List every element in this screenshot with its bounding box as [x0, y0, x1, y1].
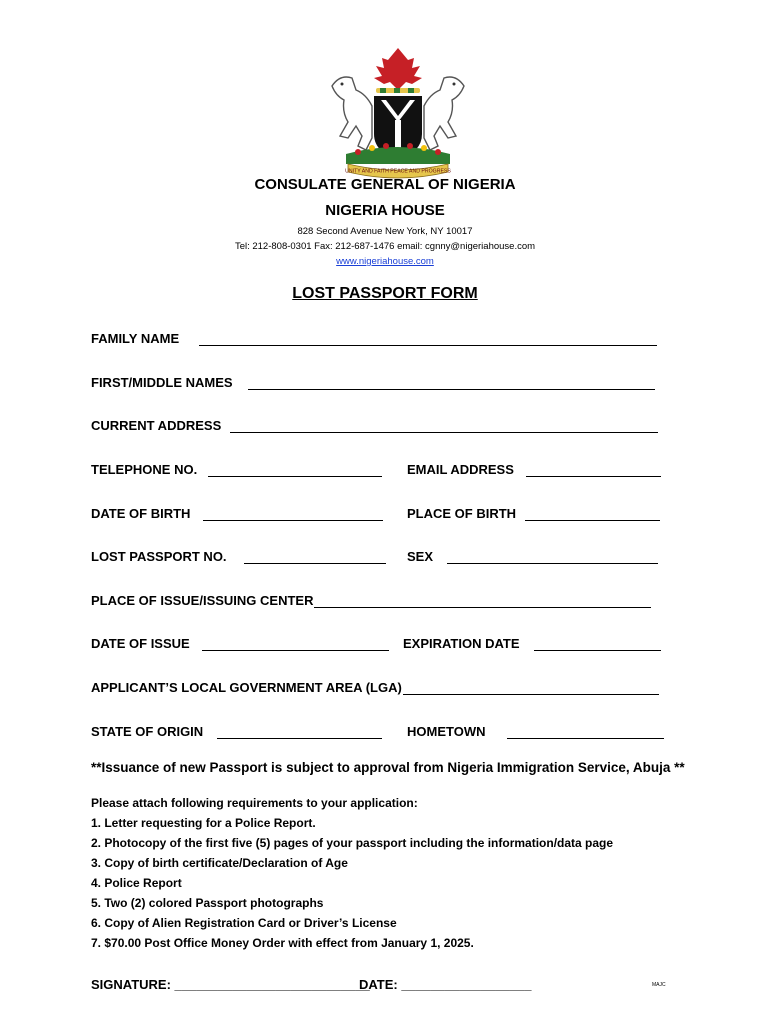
lost-passport-no-label: LOST PASSPORT NO.: [91, 549, 227, 564]
coat-of-arms-icon: [318, 42, 478, 180]
date-of-issue-label: DATE OF ISSUE: [91, 636, 190, 651]
sex-field[interactable]: [447, 563, 658, 564]
nigeria-house-heading: NIGERIA HOUSE: [325, 202, 445, 219]
place-of-issue-field[interactable]: [314, 607, 651, 608]
consulate-heading: CONSULATE GENERAL OF NIGERIA: [254, 176, 516, 193]
family-name-label: FAMILY NAME: [91, 331, 180, 346]
hometown-label: HOMETOWN: [407, 724, 486, 739]
email-field[interactable]: [526, 476, 661, 477]
state-of-origin-field[interactable]: [217, 738, 382, 739]
requirement-item: 5. Two (2) colored Passport photographs: [91, 896, 324, 910]
requirement-item: 7. $70.00 Post Office Money Order with effect from January 1, 2025.: [91, 936, 474, 950]
first-middle-names-field[interactable]: [248, 389, 655, 390]
hometown-field[interactable]: [507, 738, 664, 739]
current-address-field[interactable]: [230, 432, 658, 433]
place-of-birth-field[interactable]: [525, 520, 660, 521]
requirement-item: 2. Photocopy of the first five (5) pages of your passport including the information/data page: [91, 836, 614, 850]
requirement-item: 6. Copy of Alien Registration Card or Driver’s License: [91, 916, 397, 930]
requirements-intro: Please attach following requirements to your application:: [91, 796, 418, 810]
requirement-item: 4. Police Report: [91, 876, 182, 890]
approval-notice: **Issuance of new Passport is subject to approval from Nigeria Immigration Service, Abuja **: [91, 760, 685, 775]
contact-line: Tel: 212-808-0301 Fax: 212-687-1476 email: cgnny@nigeriahouse.com: [234, 241, 536, 252]
requirement-item: 3. Copy of birth certificate/Declaration of Age: [91, 856, 348, 870]
expiration-date-field[interactable]: [534, 650, 661, 651]
signature-field[interactable]: SIGNATURE: ___________________________: [91, 977, 370, 992]
family-name-field[interactable]: [199, 345, 657, 346]
requirement-item: 1. Letter requesting for a Police Report.: [91, 816, 316, 830]
date-of-birth-field[interactable]: [203, 520, 383, 521]
form-title: LOST PASSPORT FORM: [292, 285, 478, 302]
place-of-birth-label: PLACE OF BIRTH: [407, 506, 517, 521]
telephone-field[interactable]: [208, 476, 382, 477]
lost-passport-no-field[interactable]: [244, 563, 386, 564]
sex-label: SEX: [407, 549, 434, 564]
telephone-label: TELEPHONE NO.: [91, 462, 198, 477]
address-line: 828 Second Avenue New York, NY 10017: [297, 226, 473, 237]
date-of-birth-label: DATE OF BIRTH: [91, 506, 191, 521]
email-label: EMAIL ADDRESS: [407, 462, 514, 477]
crest-motto: UNITY AND FAITH PEACE AND PROGRESS: [345, 168, 451, 175]
expiration-date-label: EXPIRATION DATE: [403, 636, 520, 651]
form-code: MAJC: [652, 982, 666, 988]
place-of-issue-label: PLACE OF ISSUE/ISSUING CENTER: [91, 593, 314, 608]
lga-label: APPLICANT’S LOCAL GOVERNMENT AREA (LGA): [91, 680, 402, 695]
website-link[interactable]: www.nigeriahouse.com: [336, 256, 434, 267]
date-field[interactable]: DATE: __________________: [359, 977, 532, 992]
first-middle-names-label: FIRST/MIDDLE NAMES: [91, 375, 233, 390]
state-of-origin-label: STATE OF ORIGIN: [91, 724, 204, 739]
date-of-issue-field[interactable]: [202, 650, 389, 651]
current-address-label: CURRENT ADDRESS: [91, 418, 222, 433]
lga-field[interactable]: [403, 694, 659, 695]
